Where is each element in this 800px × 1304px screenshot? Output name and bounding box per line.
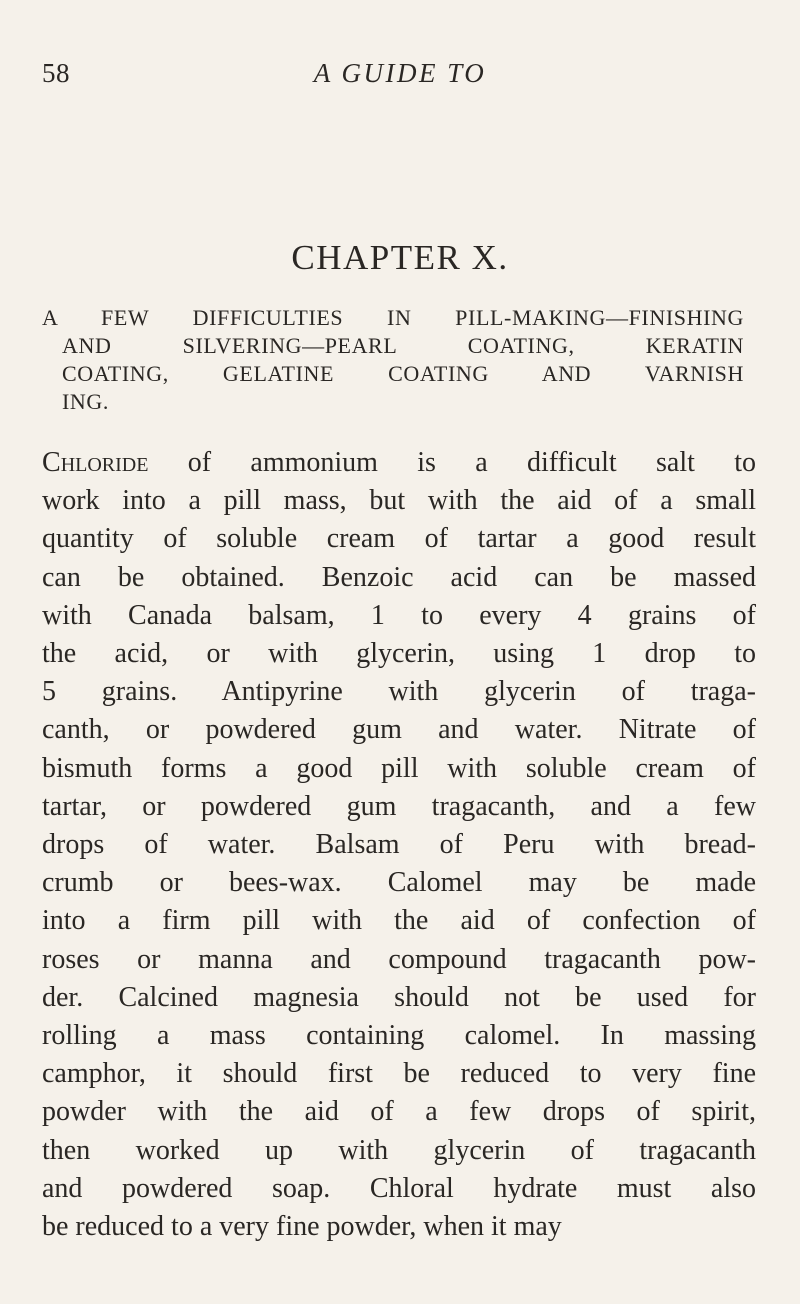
body-line: camphor, it should first be reduced to very fine <box>42 1058 756 1090</box>
summary-line: ING. <box>62 389 110 414</box>
body-line: roses or manna and compound tragacanth pow- <box>42 943 756 975</box>
opening-word-rest: hloride <box>60 447 149 478</box>
body-line: then worked up with glycerin of tragacanth <box>42 1134 756 1166</box>
page-number: 58 <box>42 58 70 88</box>
body-line: tartar, or powdered gum tragacanth, and a few <box>42 790 756 822</box>
first-line-rest: of ammonium is a difficult salt to <box>148 447 756 478</box>
body-line: canth, or powdered gum and water. Nitrate of <box>42 714 756 746</box>
chapter-heading: CHAPTER X. <box>291 238 509 277</box>
body-line: 5 grains. Antipyrine with glycerin of traga- <box>42 676 756 708</box>
running-head <box>42 58 758 98</box>
body-line: quantity of soluble cream of tartar a good result <box>42 523 756 555</box>
body-line-first <box>42 444 756 482</box>
summary-line: COATING, GELATINE COATING AND VARNISH <box>62 361 744 386</box>
body-line: rolling a mass containing calomel. In massing <box>42 1020 756 1052</box>
body-line: with Canada balsam, 1 to every 4 grains of <box>42 599 756 631</box>
body-paragraph <box>42 444 756 1246</box>
body-line: der. Calcined magnesia should not be used for <box>42 981 756 1013</box>
opening-initial: C <box>42 447 61 478</box>
running-title: A GUIDE TO <box>313 58 487 88</box>
body-line: powder with the aid of a few drops of spirit, <box>42 1096 756 1128</box>
body-line: bismuth forms a good pill with soluble cream of <box>42 752 756 784</box>
summary-line: A FEW DIFFICULTIES IN PILL-MAKING—FINISHING <box>42 305 744 330</box>
summary-line: AND SILVERING—PEARL COATING, KERATIN <box>62 333 744 358</box>
chapter-summary <box>42 304 744 416</box>
body-line: crumb or bees-wax. Calomel may be made <box>42 867 756 899</box>
body-line: be reduced to a very fine powder, when it may <box>42 1211 562 1243</box>
body-line: and powdered soap. Chloral hydrate must also <box>42 1172 756 1204</box>
body-line: work into a pill mass, but with the aid of a small <box>42 485 756 517</box>
body-line: into a firm pill with the aid of confection of <box>42 905 756 937</box>
body-line: drops of water. Balsam of Peru with bread- <box>42 829 756 861</box>
body-line: the acid, or with glycerin, using 1 drop to <box>42 638 756 670</box>
body-line: can be obtained. Benzoic acid can be massed <box>42 561 756 593</box>
